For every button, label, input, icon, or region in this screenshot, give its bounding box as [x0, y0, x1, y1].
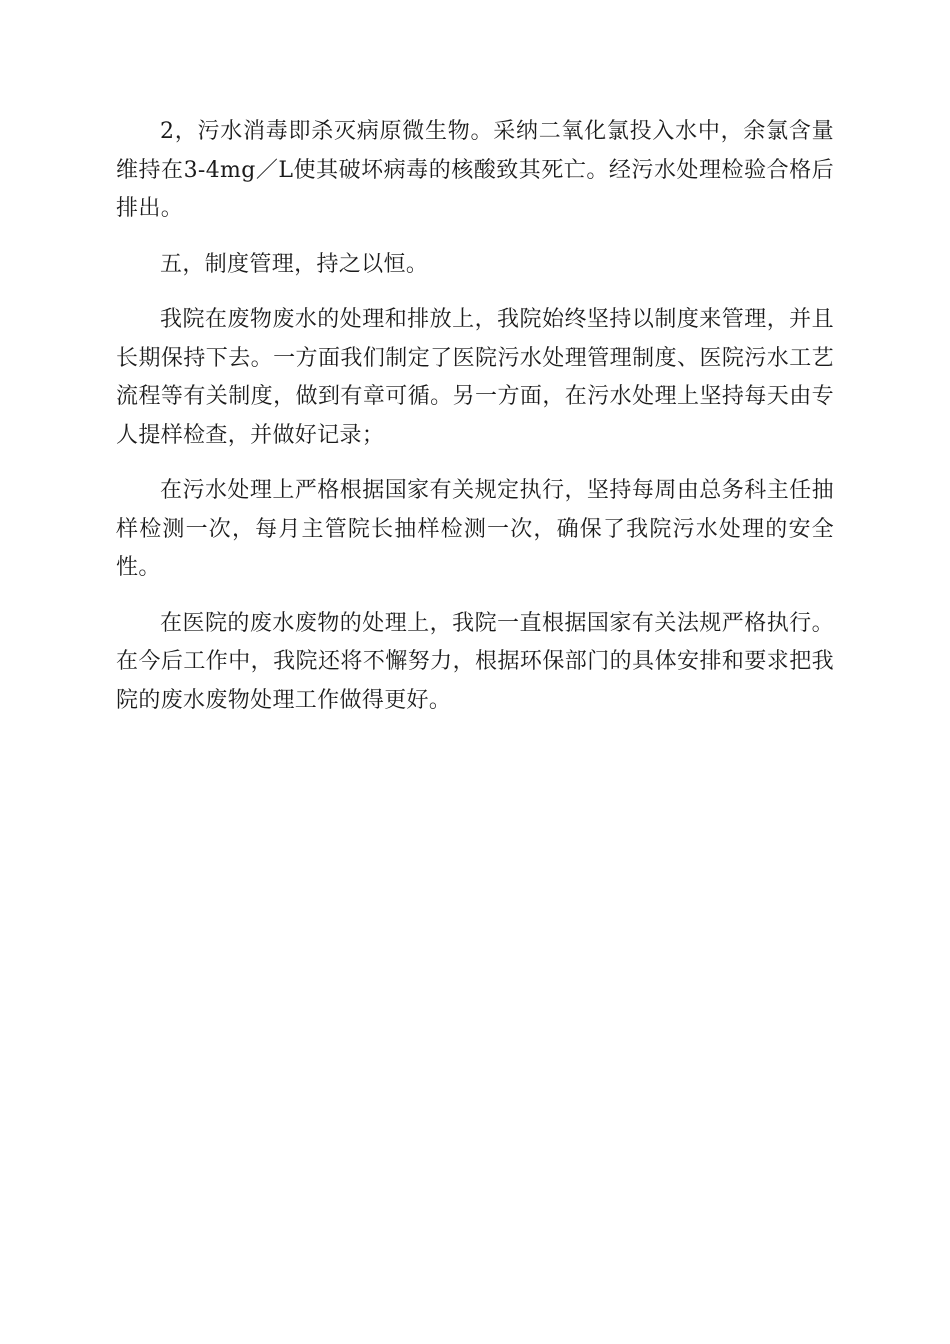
paragraph-inspection: 在污水处理上严格根据国家有关规定执行，坚持每周由总务科主任抽样检测一次，每月主管院长抽样检测一次，确保了我院污水处理的安全性。 [116, 478, 834, 580]
paragraph-section-heading: 五，制度管理，持之以恒。 [160, 251, 429, 277]
paragraph-management: 我院在废物废水的处理和排放上，我院始终坚持以制度来管理，并且长期保持下去。一方面我们制定了医院污水处理管理制度、医院污水工艺流程等有关制度，做到有章可循。另一方面，在污水处理上坚持每天由专人提样检查，并做好记录； [116, 307, 834, 448]
document-body [116, 113, 834, 737]
paragraph-disinfection: 2，污水消毒即杀灭病原微生物。采纳二氧化氯投入水中，余氯含量维持在3-4mg／L使其破坏病毒的核酸致其死亡。经污水处理检验合格后排出。 [116, 119, 834, 221]
paragraph-conclusion: 在医院的废水废物的处理上，我院一直根据国家有关法规严格执行。在今后工作中，我院还将不懈努力，根据环保部门的具体安排和要求把我院的废水废物处理工作做得更好。 [116, 610, 834, 713]
